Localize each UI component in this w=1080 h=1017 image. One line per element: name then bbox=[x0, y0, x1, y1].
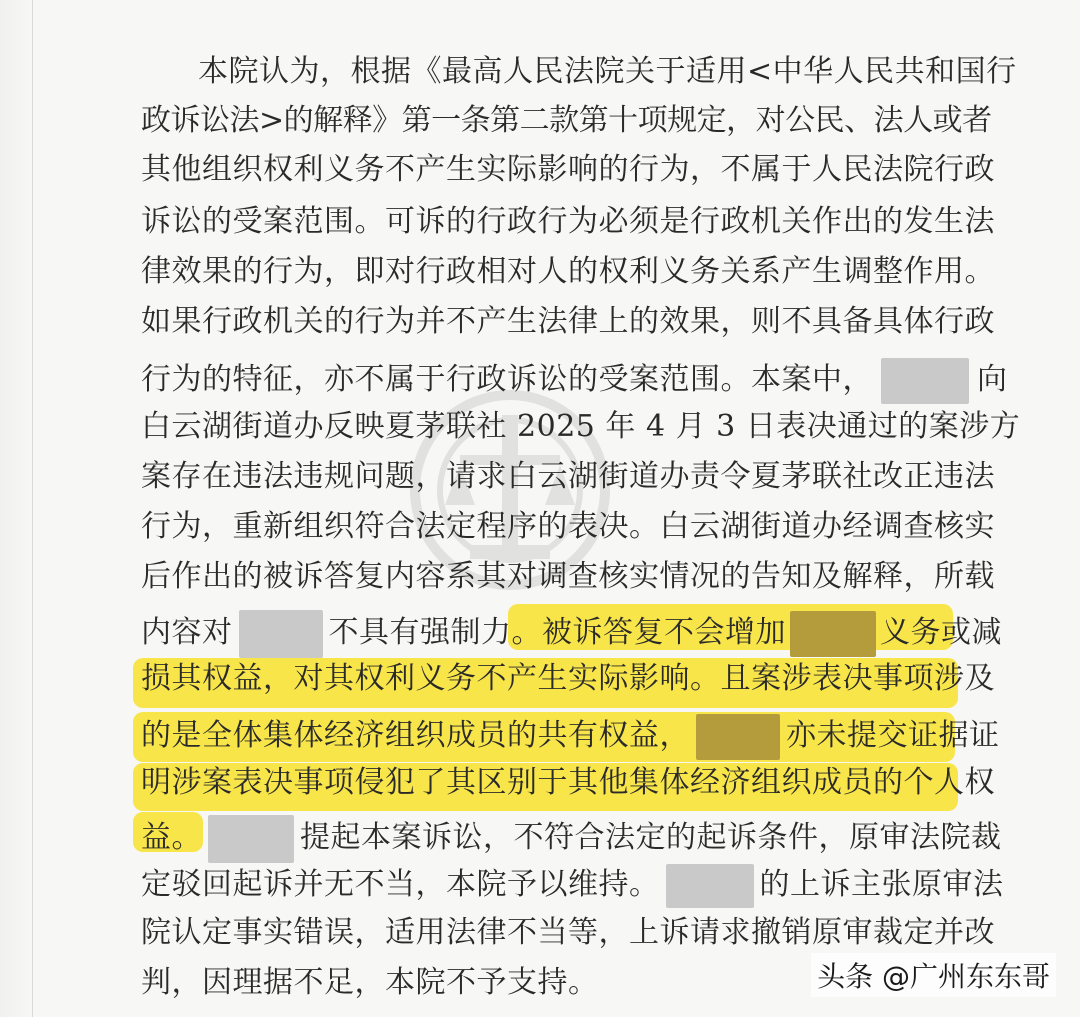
doc-line-16-part-1: 益。 bbox=[141, 820, 202, 855]
doc-line-3: 其他组织权利义务不产生实际影响的行为，不属于人民法院行政 bbox=[141, 152, 995, 187]
source-watermark-text: 头条 @广州东东哥 bbox=[811, 953, 1056, 997]
doc-line-11: 后作出的被诉答复内容系其对调查核实情况的告知及解释，所载 bbox=[141, 559, 995, 594]
doc-line-17-part-1: 定驳回起诉并无不当，本院予以维持。 bbox=[141, 867, 660, 902]
doc-line-16 bbox=[141, 815, 1002, 863]
doc-line-7-part-2: 向 bbox=[977, 362, 1008, 397]
redaction-box bbox=[666, 864, 754, 908]
doc-line-6: 如果行政机关的行为并不产生法律上的效果，则不具备具体行政 bbox=[141, 304, 995, 339]
doc-line-16-part-2: 提起本案诉讼，不符合法定的起诉条件，原审法院裁 bbox=[300, 820, 1002, 855]
doc-line-7 bbox=[141, 358, 1008, 404]
doc-line-12-part-3: 义务或减 bbox=[880, 615, 1002, 650]
doc-line-12-part-2: 不具有强制力。被诉答复不会增加 bbox=[328, 615, 786, 650]
page-left-margin bbox=[0, 0, 33, 1017]
redaction-box bbox=[696, 714, 780, 760]
doc-line-9: 案存在违法违规问题，请求白云湖街道办责令夏茅联社改正违法 bbox=[141, 459, 995, 494]
doc-line-10: 行为，重新组织符合法定程序的表决。白云湖街道办经调查核实 bbox=[141, 509, 995, 544]
doc-line-5: 律效果的行为，即对行政相对人的权利义务关系产生调整作用。 bbox=[141, 254, 995, 289]
doc-line-12 bbox=[141, 610, 1002, 658]
redaction-box bbox=[239, 610, 323, 658]
doc-line-4: 诉讼的受案范围。可诉的行政行为必须是行政机关作出的发生法 bbox=[141, 204, 995, 239]
redaction-box bbox=[208, 815, 294, 863]
doc-line-13: 损其权益，对其权利义务不产生实际影响。且案涉表决事项涉及 bbox=[141, 661, 995, 696]
doc-line-17 bbox=[141, 864, 1004, 908]
redaction-box bbox=[881, 358, 969, 404]
doc-line-18: 院认定事实错误，适用法律不当等，上诉请求撤销原审裁定并改 bbox=[141, 915, 995, 950]
doc-line-14-part-1: 的是全体集体经济组织成员的共有权益， bbox=[141, 718, 690, 753]
redaction-box bbox=[790, 611, 876, 657]
doc-line-7-part-1: 行为的特征，亦不属于行政诉讼的受案范围。本案中， bbox=[141, 362, 873, 397]
doc-line-19: 判，因理据不足，本院不予支持。 bbox=[141, 965, 599, 1000]
doc-line-12-part-1: 内容对 bbox=[141, 615, 233, 650]
doc-line-8: 白云湖街道办反映夏茅联社 2025 年 4 月 3 日表决通过的案涉方 bbox=[141, 409, 1021, 444]
doc-line-15: 明涉案表决事项侵犯了其区别于其他集体经济组织成员的个人权 bbox=[141, 765, 995, 800]
doc-line-14 bbox=[141, 714, 1000, 760]
doc-line-14-part-2: 亦未提交证据证 bbox=[786, 718, 1000, 753]
doc-line-1: 本院认为，根据《最高人民法院关于适用<中华人民共和国行 bbox=[198, 54, 1017, 89]
doc-line-17-part-2: 的上诉主张原审法 bbox=[759, 867, 1004, 902]
doc-line-2: 政诉讼法>的解释》第一条第二款第十项规定，对公民、法人或者 bbox=[141, 103, 992, 138]
